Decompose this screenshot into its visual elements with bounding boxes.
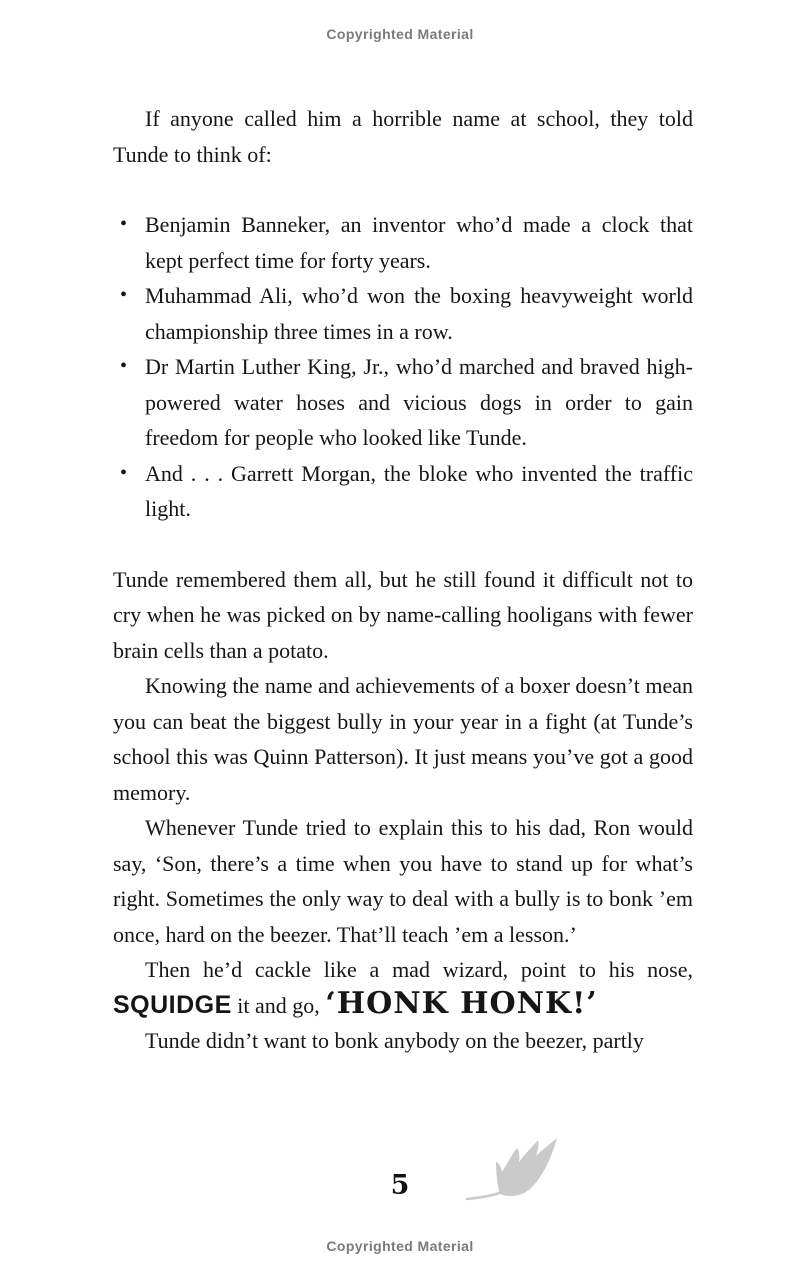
squidge-stylized-word: SQUIDGE [113,990,232,1019]
list-item-text: Benjamin Banneker, an inventor who’d made a clock that kept perfect time for forty years. [145,212,693,273]
bullet-icon: • [120,355,128,377]
honk-stylized-word: ‘HONK HONK!’ [325,985,598,1021]
bullet-icon: • [120,213,128,235]
cackle-lead-text: Then he’d cackle like a mad wizard, point to his nose, [145,957,693,982]
feather-illustration [463,1132,571,1210]
paragraph-last-partial: Tunde didn’t want to bonk anybody on the beezer, partly [145,1028,644,1053]
cackle-mid-text: it and go, [231,992,326,1018]
page-number: 5 [390,1170,410,1201]
list-item-text: Dr Martin Luther King, Jr., who’d marched and braved high-powered water hoses and vicious dogs in order to gain freedom for people who looked like Tunde. [145,354,693,450]
hero-bullet-list [113,207,693,527]
list-item [113,278,693,349]
list-item-text: Muhammad Ali, who’d won the boxing heavyweight world championship three times in a row. [145,283,693,344]
paragraph-whenever: Whenever Tunde tried to explain this to his dad, Ron would say, ‘Son, there’s a time when you have to stand up for what’s right. Sometimes the only way to deal with a bully is to bonk ’em once, hard on the beezer. That’ll teach ’em a lesson.’ [113,815,693,947]
list-item [113,456,693,527]
bullet-icon: • [120,284,128,306]
feather-vane [496,1138,557,1196]
feather-quill [467,1192,503,1199]
bullet-icon: • [120,461,128,484]
paragraph-intro: If anyone called him a horrible name at school, they told Tunde to think of: [113,106,693,167]
paragraph-knowing: Knowing the name and achievements of a boxer doesn’t mean you can beat the biggest bully in your year in a fight (at Tunde’s school this was Quinn Patterson). It just means you’ve got a good memory. [113,673,693,805]
copyright-notice-bottom: Copyrighted Material [326,1238,474,1254]
paragraph-remembered: Tunde remembered them all, but he still found it difficult not to cry when he was picked on by name-calling hooligans with fewer brain cells than a potato. [113,566,693,663]
page-text-block [113,101,693,1059]
list-item [113,207,693,278]
list-item [113,349,693,456]
paragraph-cackle [113,952,693,1023]
list-item-text: And . . . Garrett Morgan, the bloke who invented the traffic light. [145,460,693,521]
copyright-notice-top: Copyrighted Material [326,26,474,42]
